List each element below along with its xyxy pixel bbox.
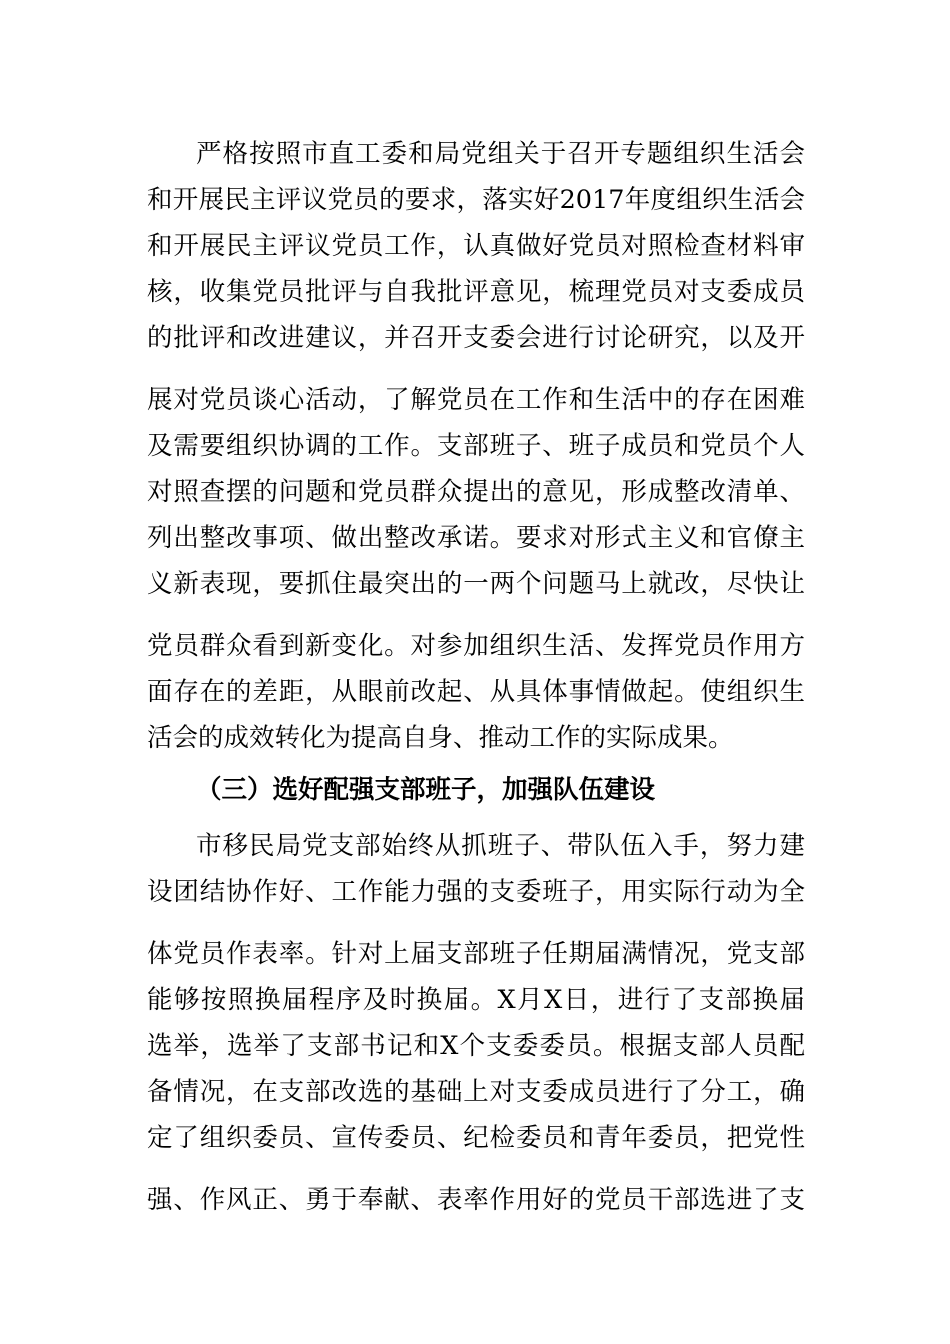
paragraph-2-line-4: 能够按照换届程序及时换届。X月X日，进行了支部换届	[147, 985, 805, 1015]
paragraph-2-line-8: 强、作风正、勇于奉献、表率作用好的党员干部选进了支	[147, 1185, 805, 1215]
paragraph-1-line-2: 和开展民主评议党员的要求，落实好2017年度组织生活会	[147, 185, 805, 215]
paragraph-1-line-6: 展对党员谈心活动，了解党员在工作和生活中的存在困难	[147, 385, 805, 415]
paragraph-1-line-1: 严格按照市直工委和局党组关于召开专题组织生活会	[196, 139, 805, 169]
paragraph-1-line-12: 面存在的差距，从眼前改起、从具体事情做起。使组织生	[147, 677, 805, 707]
section-heading: （三）选好配强支部班子，加强队伍建设	[196, 775, 656, 805]
paragraph-1-line-10: 义新表现，要抓住最突出的一两个问题马上就改，尽快让	[147, 569, 805, 599]
paragraph-1-line-5: 的批评和改进建议，并召开支委会进行讨论研究，以及开	[147, 323, 805, 353]
paragraph-1-line-7: 及需要组织协调的工作。支部班子、班子成员和党员个人	[147, 431, 805, 461]
paragraph-1-line-8: 对照查摆的问题和党员群众提出的意见，形成整改清单、	[147, 477, 805, 507]
paragraph-1-line-11: 党员群众看到新变化。对参加组织生活、发挥党员作用方	[147, 631, 805, 661]
paragraph-2-line-1: 市移民局党支部始终从抓班子、带队伍入手，努力建	[196, 831, 805, 861]
paragraph-2-line-2: 设团结协作好、工作能力强的支委班子，用实际行动为全	[147, 877, 805, 907]
paragraph-1-line-3: 和开展民主评议党员工作，认真做好党员对照检查材料审	[147, 231, 805, 261]
paragraph-2-line-7: 定了组织委员、宣传委员、纪检委员和青年委员，把党性	[147, 1123, 805, 1153]
paragraph-1-line-9: 列出整改事项、做出整改承诺。要求对形式主义和官僚主	[147, 523, 805, 553]
paragraph-1-line-4: 核，收集党员批评与自我批评意见，梳理党员对支委成员	[147, 277, 805, 307]
paragraph-1-line-13: 活会的成效转化为提高自身、推动工作的实际成果。	[147, 723, 734, 753]
paragraph-2-line-5: 选举，选举了支部书记和X个支委委员。根据支部人员配	[147, 1031, 805, 1061]
paragraph-2-line-3: 体党员作表率。针对上届支部班子任期届满情况，党支部	[147, 939, 805, 969]
paragraph-2-line-6: 备情况，在支部改选的基础上对支委成员进行了分工，确	[147, 1077, 805, 1107]
